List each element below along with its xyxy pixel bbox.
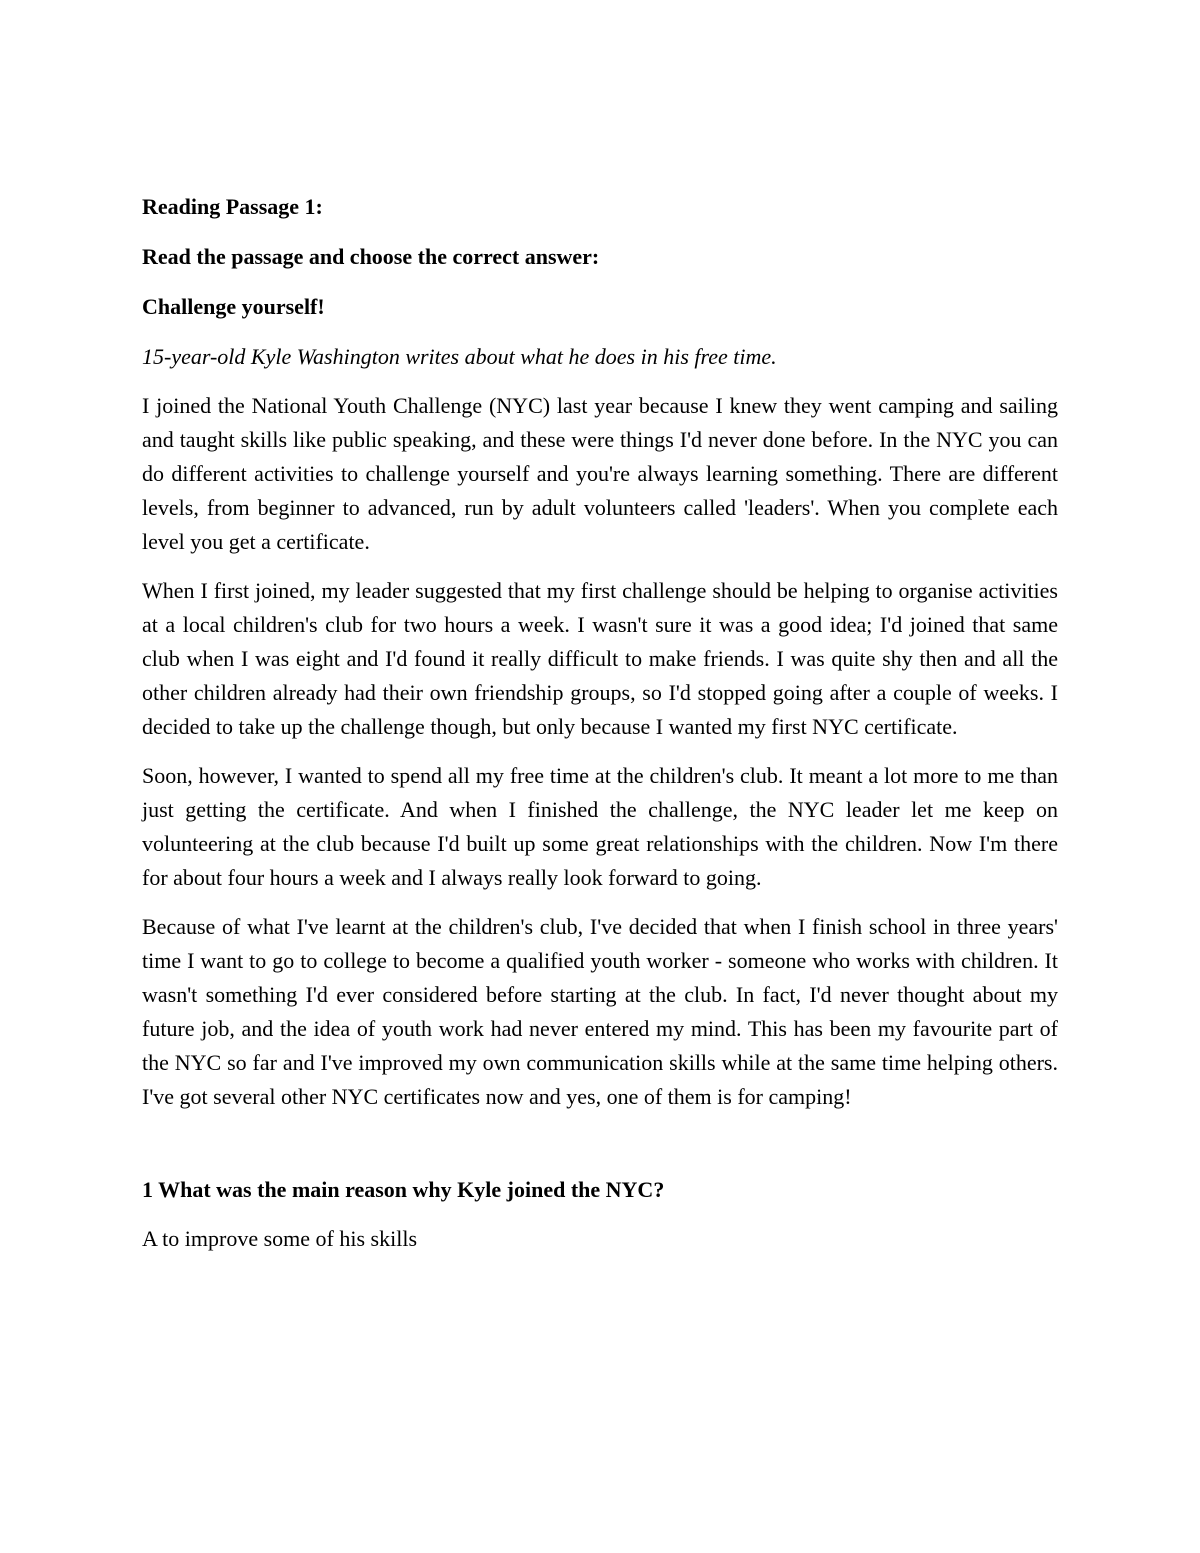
passage-subtitle: 15-year-old Kyle Washington writes about what he does in his free time.	[142, 344, 777, 369]
passage-paragraph-2: When I first joined, my leader suggested that my first challenge should be helping to organise activities at a local children's club for two hours a week. I wasn't sure it was a good idea; I'd joined that same club when I was eight and I'd found it really difficult to make friends. I was quite shy then and all the other children already had their own friendship groups, so I'd stopped going after a couple of weeks. I decided to take up the challenge though, but only because I wanted my first NYC certificate.	[142, 578, 1058, 739]
document-page	[142, 190, 1058, 1256]
instruction-text: Read the passage and choose the correct answer:	[142, 244, 600, 269]
passage-title: Challenge yourself!	[142, 294, 325, 319]
answer-option-a: A to improve some of his skills	[142, 1226, 417, 1251]
question-1: 1 What was the main reason why Kyle joined the NYC?	[142, 1177, 665, 1202]
section-title: Reading Passage 1:	[142, 194, 323, 219]
passage-paragraph-1: I joined the National Youth Challenge (NYC) last year because I knew they went camping and sailing and taught skills like public speaking, and these were things I'd never done before. In the NYC you can do different activities to challenge yourself and you're always learning something. There are different levels, from beginner to advanced, run by adult volunteers called 'leaders'. When you complete each level you get a certificate.	[142, 393, 1058, 554]
passage-paragraph-4: Because of what I've learnt at the children's club, I've decided that when I finish school in three years' time I want to go to college to become a qualified youth worker - someone who works with children. It wasn't something I'd ever considered before starting at the club. In fact, I'd never thought about my future job, and the idea of youth work had never entered my mind. This has been my favourite part of the NYC so far and I've improved my own communication skills while at the same time helping others. I've got several other NYC certificates now and yes, one of them is for camping!	[142, 914, 1058, 1109]
passage-paragraph-3: Soon, however, I wanted to spend all my free time at the children's club. It meant a lot more to me than just getting the certificate. And when I finished the challenge, the NYC leader let me keep on volunteering at the club because I'd built up some great relationships with the children. Now I'm there for about four hours a week and I always really look forward to going.	[142, 763, 1058, 890]
